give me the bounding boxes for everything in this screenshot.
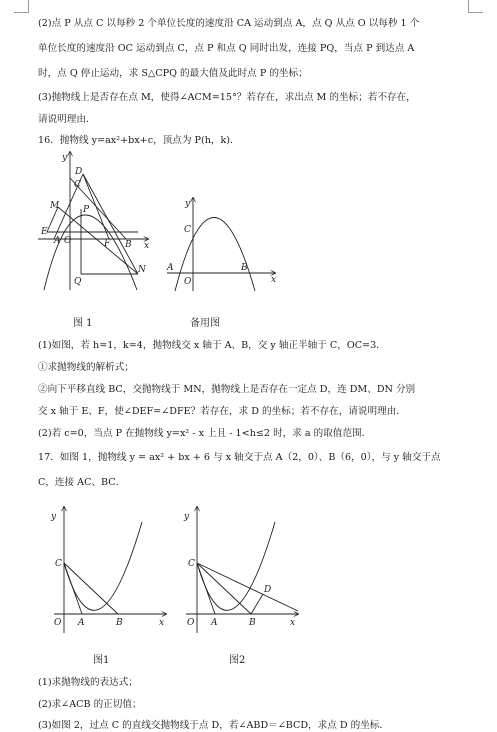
label-B: B: [241, 263, 248, 273]
label-M: M: [50, 201, 60, 211]
label-x: x: [290, 618, 296, 628]
label-O: O: [64, 236, 72, 246]
q17-part2: (2)求∠ACB 的正切值；: [38, 699, 142, 710]
label-D: D: [75, 167, 83, 177]
label-Q: Q: [74, 277, 82, 287]
label-E: E: [41, 227, 48, 237]
q16-stem: 16．抛物线 y=ax²+bx+c，顶点为 P(h，k)．: [38, 135, 240, 146]
corner-mark-tl: [14, 0, 29, 13]
label-C: C: [55, 559, 62, 569]
q17-stem-line2: C，连接 AC、BC．: [38, 477, 126, 488]
label-C: C: [188, 559, 195, 569]
label-D: D: [264, 585, 272, 595]
q15-part3-line2: 请说明理由．: [38, 114, 96, 125]
label-A: A: [78, 618, 85, 628]
label-A: A: [211, 618, 218, 628]
parabola-curve: [44, 215, 137, 290]
label-B: B: [125, 240, 132, 250]
label-C: C: [74, 180, 81, 190]
segment-DN: [83, 174, 138, 274]
q15-part2-line1: (2)点 P 从点 C 以每秒 2 个单位长度的速度沿 CA 运动到点 A，点 Q 从点 O 以每秒 1 个: [38, 18, 420, 29]
label-C: C: [184, 225, 191, 235]
segment-CB: [64, 563, 118, 614]
q15-part2-line2: 单位长度的速度沿 OC 运动到点 C，点 P 和点 Q 同时出发，连接 PQ，当点 P 到达点 A: [38, 43, 415, 54]
segment-BD: [251, 594, 263, 614]
segment-CD: [197, 563, 298, 611]
q17-figure2-caption: 图2: [229, 655, 246, 666]
label-O: O: [184, 277, 192, 287]
label-y: y: [51, 512, 57, 522]
label-y: y: [62, 153, 68, 163]
label-A: A: [167, 263, 174, 273]
label-B: B: [249, 618, 256, 628]
label-B: B: [116, 618, 123, 628]
q16-part1-line1: (1)如图，若 h=1，k=4，抛物线交 x 轴于 A、B，交 y 轴正半轴于 C，OC=3．: [38, 340, 386, 351]
q16-backup-figure: [165, 196, 280, 296]
q16-part1-sub2-line2: 交 x 轴于 E、F，使∠DEF=∠DFE？若存在，求 D 的坐标；若不存在，请说明理由．: [38, 406, 406, 417]
q16-part2: (2)若 c=0，当点 P 在抛物线 y=x² - x 上且 - 1<h≤2 时，求 a 的取值范围．: [38, 428, 372, 439]
q17-figure-1: [46, 505, 171, 640]
q16-figure1-caption: 图 1: [73, 318, 93, 329]
q17-figure-2: [180, 505, 305, 640]
q16-figure-1: [38, 150, 158, 300]
q17-part1: (1)求抛物线的表达式；: [38, 677, 138, 688]
label-x: x: [144, 241, 150, 251]
label-A: A: [54, 236, 61, 246]
segment-CA: [64, 563, 82, 614]
label-O: O: [187, 618, 195, 628]
label-x: x: [271, 275, 277, 285]
q15-part3-line1: (3)抛物线上是否存在点 M，使得∠ACM=15°？若存在，求出点 M 的坐标；若不存在，: [38, 92, 416, 103]
q17-figure1-caption: 图1: [93, 655, 110, 666]
label-P: P: [83, 205, 90, 215]
segment-CB: [197, 563, 251, 614]
label-N: N: [138, 265, 146, 275]
q16-part1-sub1: ①求抛物线的解析式；: [38, 362, 134, 373]
q17-stem-line1: 17．如图 1，抛物线 y = ax² + bx + 6 与 x 轴交于点 A（2，0）、B（6，0），与 y 轴交于点: [38, 452, 441, 463]
label-y: y: [185, 199, 191, 209]
label-y: y: [184, 512, 190, 522]
q16-backup-caption: 备用图: [190, 318, 220, 329]
corner-mark-tr: [468, 0, 483, 13]
label-x: x: [159, 618, 165, 628]
label-O: O: [54, 618, 62, 628]
label-F: F: [104, 239, 111, 249]
q17-part3: (3)如图 2，过点 C 的直线交抛物线于点 D，若∠ABD＝∠BCD，求点 D 的坐标．: [38, 720, 389, 731]
q16-part1-sub2-line1: ②向下平移直线 BC，交抛物线于 MN，抛物线上是否存在一定点 D，连 DM、DN 分别: [38, 384, 416, 395]
q15-part2-line3: 时，点 Q 停止运动，求 S△CPQ 的最大值及此时点 P 的坐标；: [38, 68, 308, 79]
